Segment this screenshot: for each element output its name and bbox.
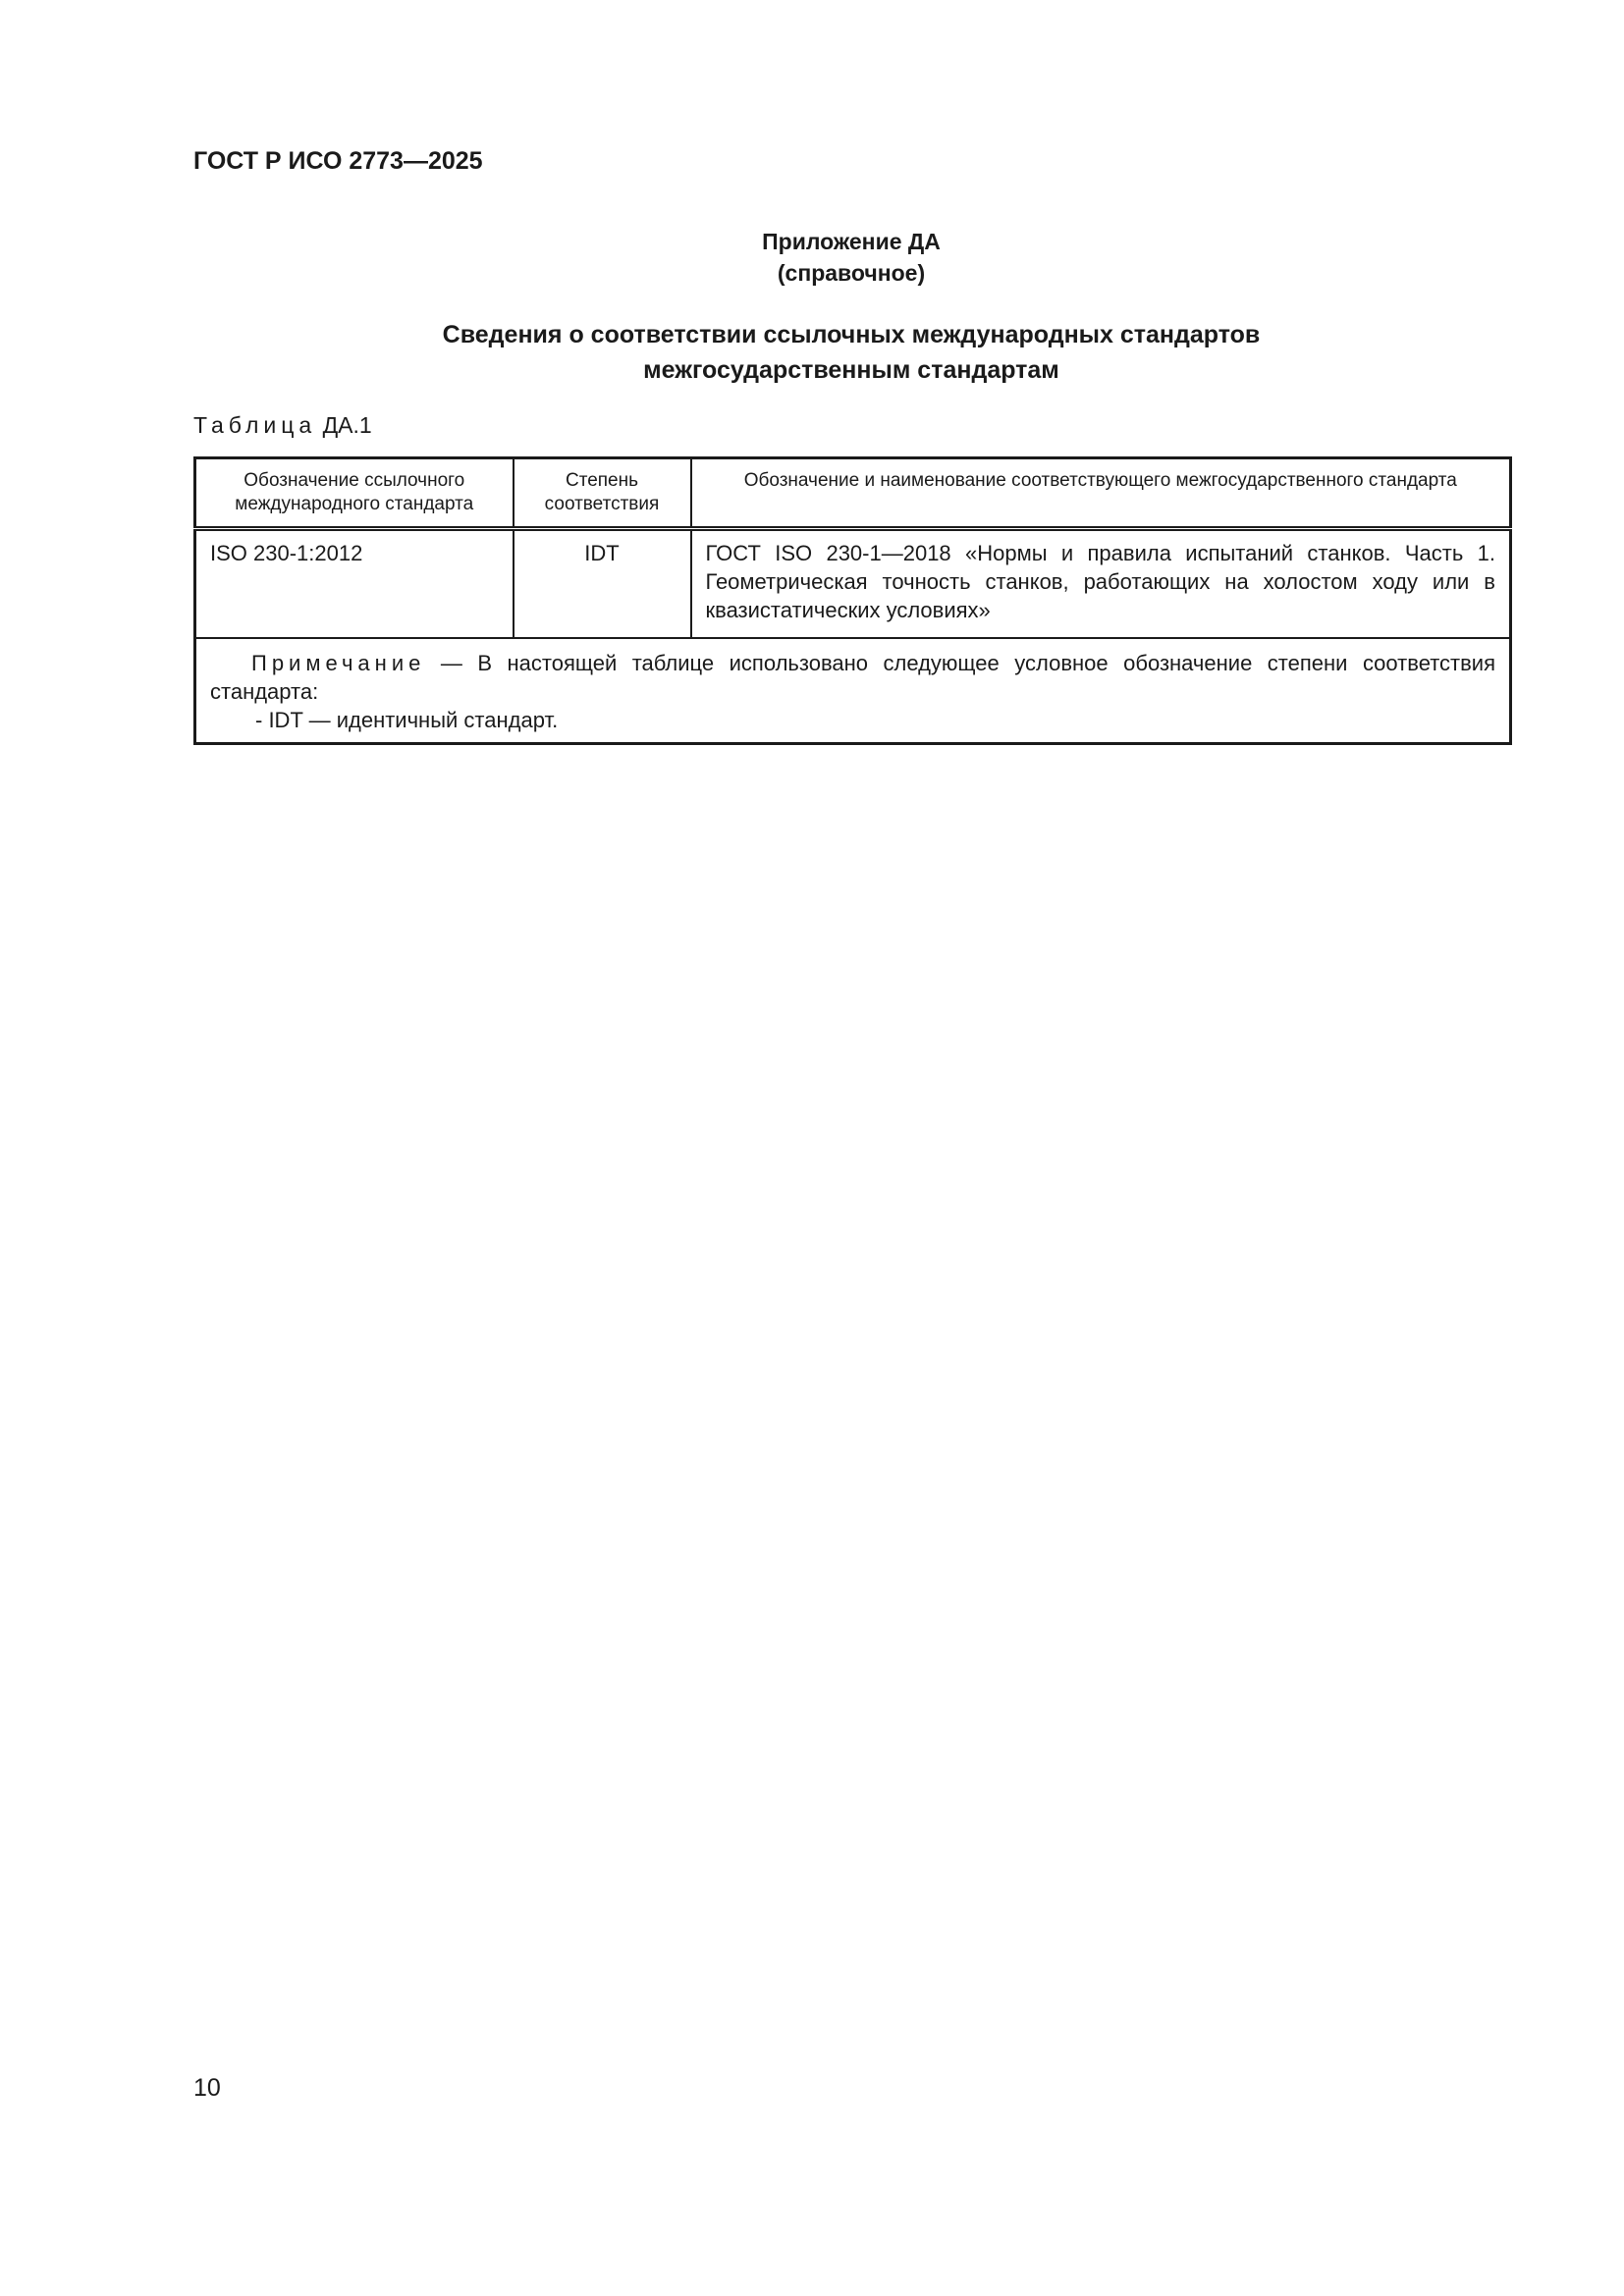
table-caption xyxy=(193,412,372,439)
table-header-row xyxy=(195,458,1511,529)
header-ref-standard: Обозначение ссылочного международного стандарта xyxy=(195,458,514,529)
cell-ref-standard: ISO 230-1:2012 xyxy=(195,529,514,639)
header-national-standard: Обозначение и наименование соответствующего межгосударственного стандарта xyxy=(691,458,1511,529)
section-title xyxy=(193,317,1509,388)
table-caption-word: Таблица xyxy=(193,412,317,438)
table-row xyxy=(195,529,1511,639)
table-note xyxy=(195,638,1511,744)
note-item: - IDT — идентичный стандарт. xyxy=(255,708,559,732)
page-number: 10 xyxy=(193,2074,221,2102)
annex-type: (справочное) xyxy=(777,260,926,286)
annex-title: Приложение ДА xyxy=(762,229,941,254)
header-degree: Степень соответствия xyxy=(514,458,691,529)
cell-national-standard: ГОСТ ISO 230-1—2018 «Нормы и правила испытаний станков. Часть 1. Геометрическая точность станков, работающих на холостом ходу или в квазистатических условиях» xyxy=(691,529,1511,639)
table-caption-number: ДА.1 xyxy=(322,412,372,438)
note-label: Примечание xyxy=(251,651,426,675)
section-title-line-1: Сведения о соответствии ссылочных международных стандартов xyxy=(442,321,1261,348)
correspondence-table xyxy=(193,456,1512,745)
note-text: — В настоящей таблице использовано следующее условное обозначение степени соответствия стандарта: xyxy=(210,651,1495,704)
document-code: ГОСТ Р ИСО 2773—2025 xyxy=(193,147,483,175)
annex-heading xyxy=(193,226,1509,289)
table-note-row xyxy=(195,638,1511,744)
cell-degree: IDT xyxy=(514,529,691,639)
section-title-line-2: межгосударственным стандартам xyxy=(643,356,1059,384)
